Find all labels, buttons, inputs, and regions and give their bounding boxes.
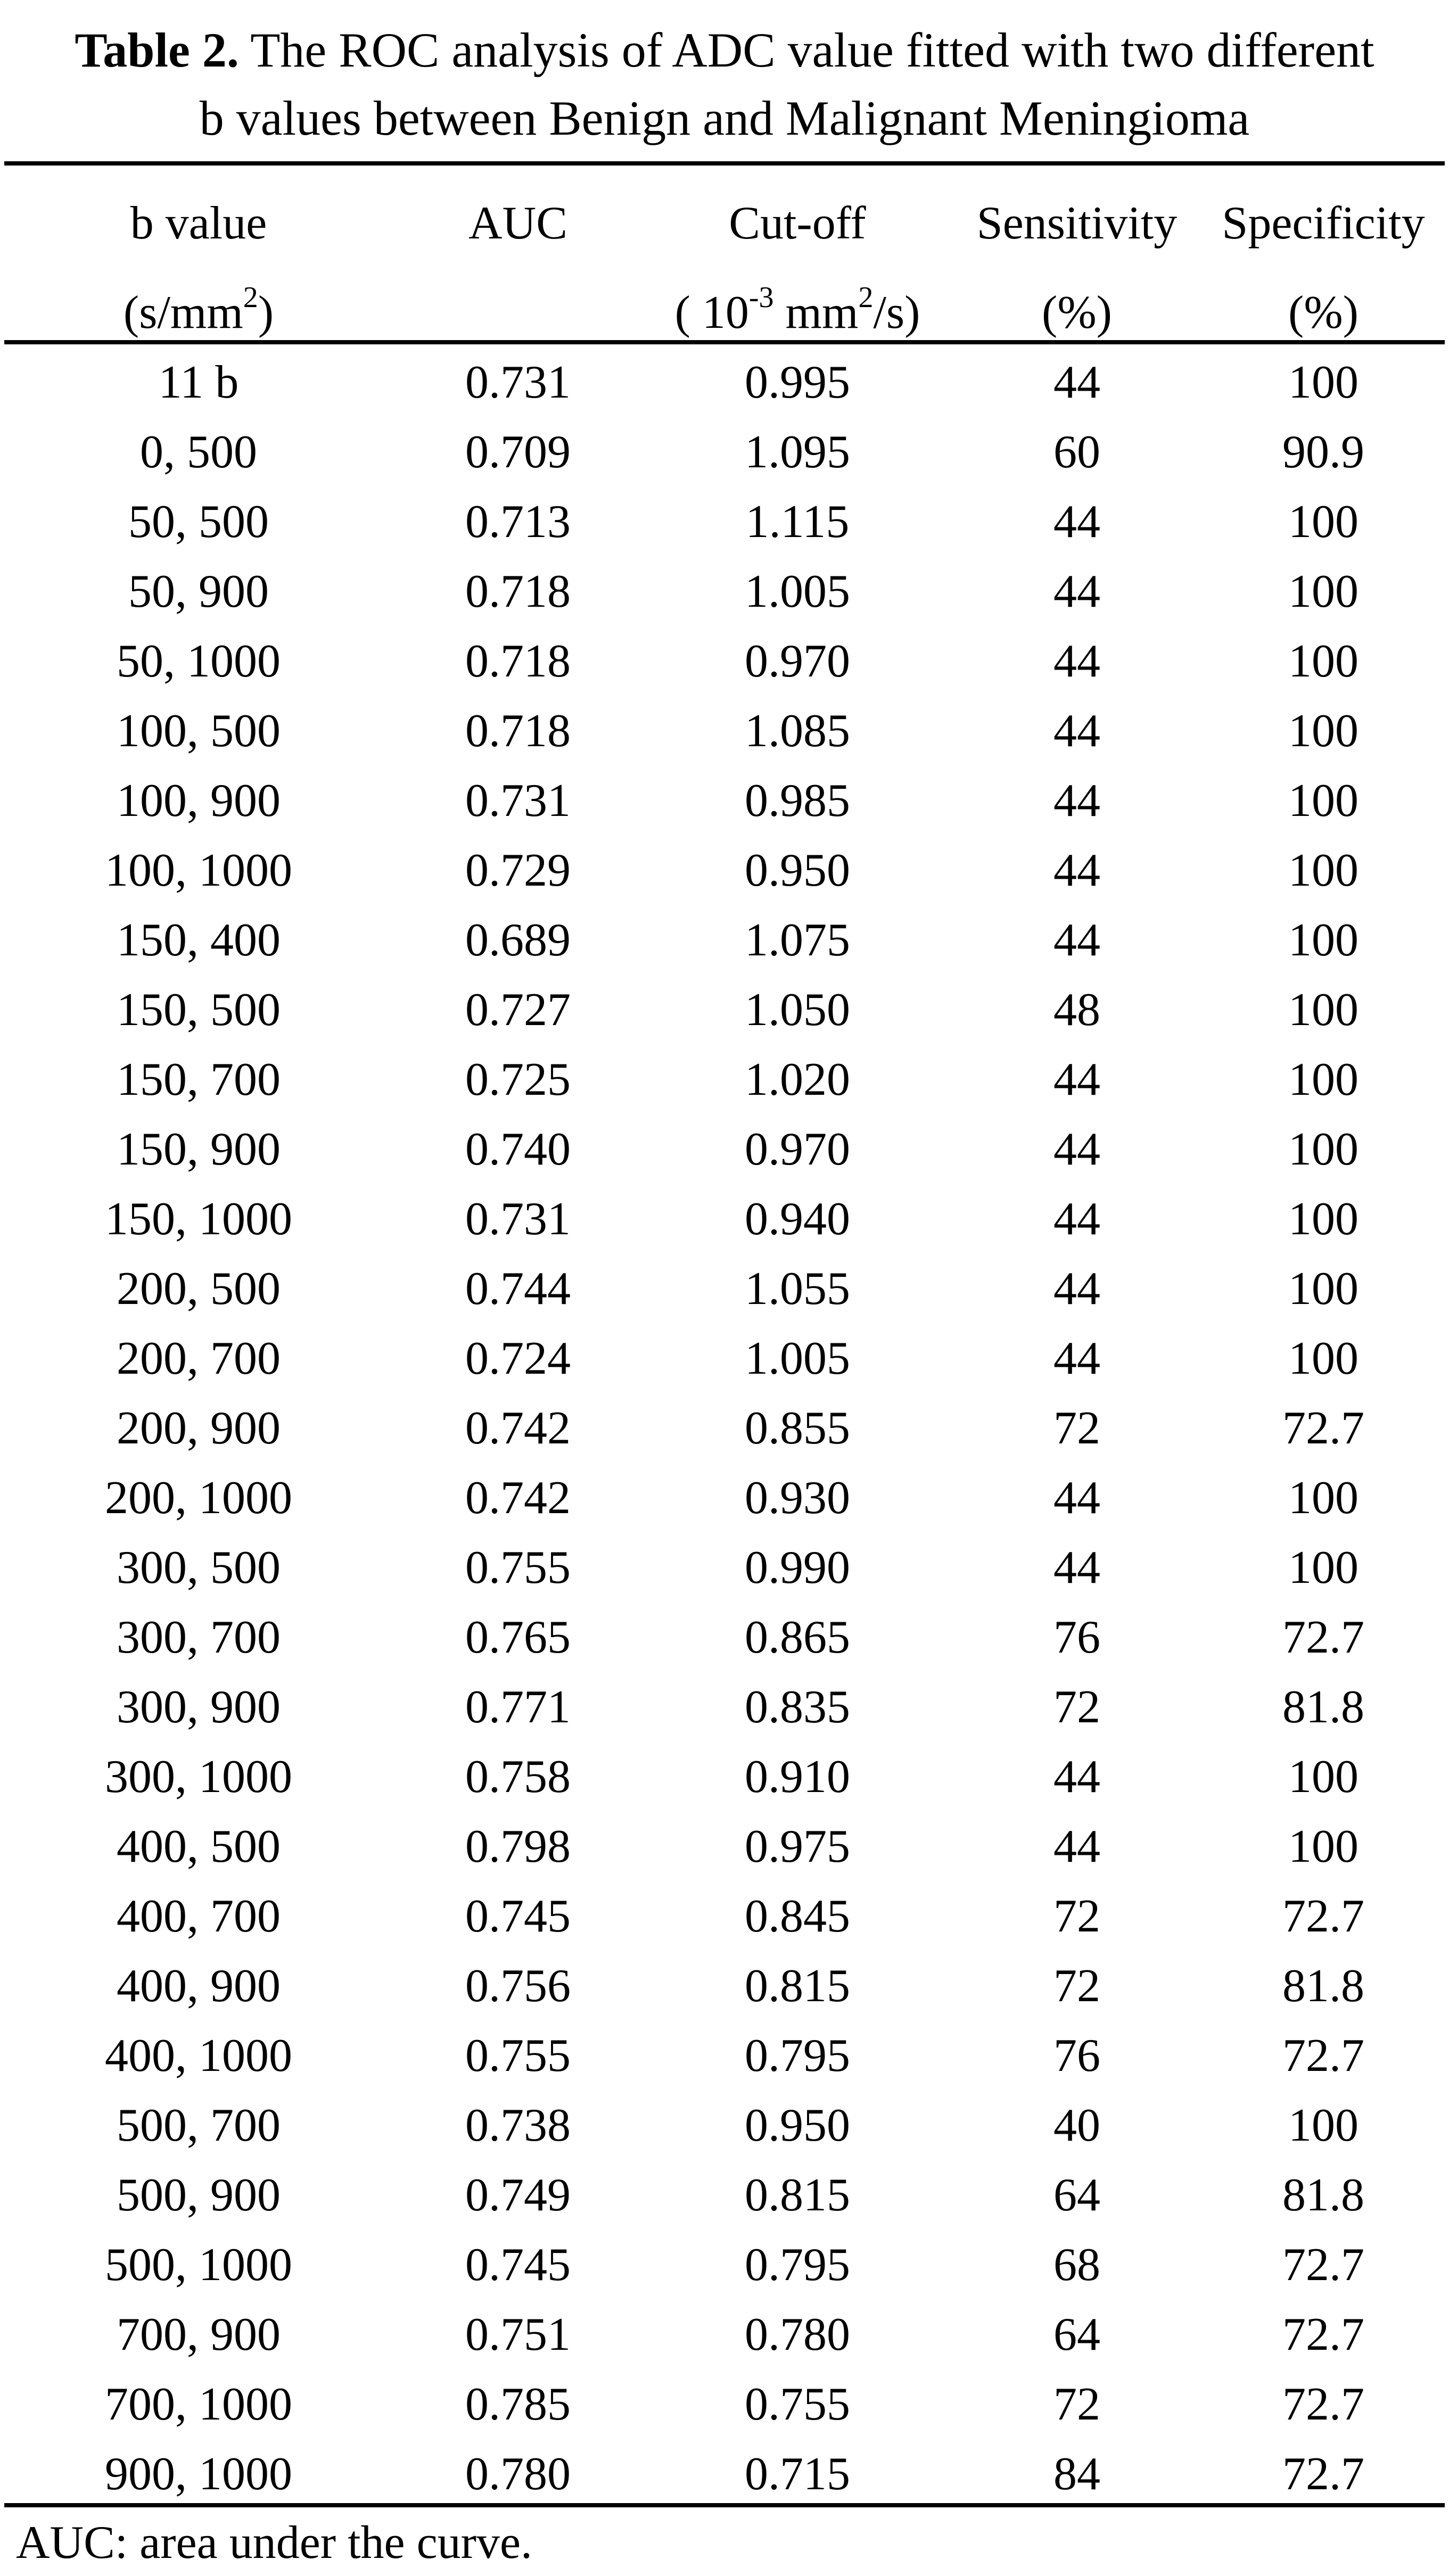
table-row: [4, 905, 1445, 975]
cell-bvalue: 50, 1000: [117, 635, 281, 687]
cell-auc: 0.744: [465, 1263, 571, 1315]
cell-bvalue: 500, 700: [117, 2100, 281, 2151]
cell-cutoff: 1.075: [745, 914, 850, 966]
cell-specificity: 100: [1288, 1193, 1359, 1245]
cell-bvalue: 300, 900: [117, 1681, 281, 1733]
cell-sensitivity: 44: [1053, 1333, 1100, 1384]
cell-cutoff: 1.115: [745, 496, 850, 548]
table-row: [4, 1742, 1445, 1812]
cell-specificity: 100: [1288, 1263, 1359, 1315]
cell-auc: 0.731: [465, 1193, 571, 1245]
cell-sensitivity: 44: [1053, 635, 1100, 687]
cell-cutoff: 0.985: [745, 775, 850, 827]
cell-auc: 0.749: [465, 2169, 571, 2221]
table-row: [4, 348, 1445, 417]
cell-auc: 0.731: [465, 357, 571, 408]
cell-specificity: 90.9: [1282, 426, 1364, 478]
cell-cutoff: 1.095: [745, 426, 850, 478]
cell-auc: 0.756: [465, 1960, 571, 2012]
table-row: [4, 2439, 1445, 2509]
cell-auc: 0.742: [465, 1472, 571, 1524]
caption-line-1: The ROC analysis of ADC value fitted with two different: [238, 23, 1374, 77]
top-rule: [4, 161, 1445, 166]
cell-auc: 0.725: [465, 1054, 571, 1105]
cell-cutoff: 0.950: [745, 845, 850, 896]
cell-cutoff: 1.050: [745, 984, 850, 1036]
header-row-1: [4, 178, 1445, 268]
table-row: [4, 1045, 1445, 1114]
cell-cutoff: 0.940: [745, 1193, 850, 1245]
cell-bvalue: 50, 500: [128, 496, 269, 548]
cell-specificity: 72.7: [1282, 2239, 1364, 2291]
cell-auc: 0.718: [465, 566, 571, 617]
cell-auc: 0.771: [465, 1681, 571, 1733]
cell-sensitivity: 84: [1053, 2448, 1100, 2500]
cell-bvalue: 150, 400: [117, 914, 281, 966]
cell-sensitivity: 72: [1053, 1402, 1100, 1454]
cell-specificity: 72.7: [1282, 2309, 1364, 2360]
cell-sensitivity: 72: [1053, 1890, 1100, 1942]
cell-sensitivity: 44: [1053, 1193, 1100, 1245]
cell-cutoff: 0.995: [745, 357, 850, 408]
cell-sensitivity: 64: [1053, 2309, 1100, 2360]
cell-auc: 0.689: [465, 914, 571, 966]
cell-sensitivity: 44: [1053, 775, 1100, 827]
table-row: [4, 1672, 1445, 1742]
cell-cutoff: 0.855: [745, 1402, 850, 1454]
cell-specificity: 100: [1288, 1333, 1359, 1384]
cell-sensitivity: 44: [1053, 1472, 1100, 1524]
table-row: [4, 1254, 1445, 1324]
cell-sensitivity: 60: [1053, 426, 1100, 478]
cell-auc: 0.751: [465, 2309, 571, 2360]
cell-cutoff: 0.815: [745, 1960, 850, 2012]
cell-bvalue: 0, 500: [140, 426, 257, 478]
cell-specificity: 81.8: [1282, 2169, 1364, 2221]
cell-cutoff: 1.055: [745, 1263, 850, 1315]
cell-cutoff: 0.865: [745, 1612, 850, 1663]
table-caption: [0, 16, 1449, 152]
table-row: [4, 1393, 1445, 1463]
cell-auc: 0.709: [465, 426, 571, 478]
cell-cutoff: 1.020: [745, 1054, 850, 1105]
table-footnote: AUC: area under the curve.: [16, 2517, 533, 2569]
table-row: [4, 1812, 1445, 1881]
cell-specificity: 100: [1288, 984, 1359, 1036]
header-bvalue: b value: [130, 197, 267, 249]
table-row: [4, 696, 1445, 766]
cell-specificity: 100: [1288, 845, 1359, 896]
caption-line-2: b values between Benign and Malignant Meningioma: [199, 91, 1250, 145]
cell-cutoff: 0.930: [745, 1472, 850, 1524]
table-row: [4, 1951, 1445, 2021]
table-row: [4, 2160, 1445, 2230]
cell-bvalue: 150, 700: [117, 1054, 281, 1105]
cell-auc: 0.785: [465, 2379, 571, 2430]
cell-bvalue: 50, 900: [128, 566, 269, 617]
cell-bvalue: 400, 700: [117, 1890, 281, 1942]
cell-bvalue: 11 b: [158, 357, 239, 408]
cell-bvalue: 200, 1000: [105, 1472, 292, 1524]
cell-bvalue: 150, 900: [117, 1124, 281, 1175]
cell-specificity: 72.7: [1282, 2030, 1364, 2082]
cell-cutoff: 0.970: [745, 1124, 850, 1175]
cell-sensitivity: 44: [1053, 845, 1100, 896]
table-header: [4, 178, 1445, 357]
table-row: [4, 1324, 1445, 1393]
cell-auc: 0.713: [465, 496, 571, 548]
cell-bvalue: 150, 500: [117, 984, 281, 1036]
cell-sensitivity: 44: [1053, 914, 1100, 966]
table-row: [4, 1603, 1445, 1672]
cell-auc: 0.745: [465, 1890, 571, 1942]
cell-specificity: 100: [1288, 1542, 1359, 1594]
table-row: [4, 1463, 1445, 1533]
table-row: [4, 557, 1445, 626]
cell-sensitivity: 44: [1053, 357, 1100, 408]
cell-specificity: 100: [1288, 914, 1359, 966]
cell-sensitivity: 44: [1053, 1124, 1100, 1175]
cell-sensitivity: 68: [1053, 2239, 1100, 2291]
cell-auc: 0.724: [465, 1333, 571, 1384]
cell-specificity: 100: [1288, 566, 1359, 617]
cell-bvalue: 100, 1000: [105, 845, 292, 896]
table-row: [4, 626, 1445, 696]
cell-cutoff: 1.005: [745, 1333, 850, 1384]
cell-bvalue: 900, 1000: [105, 2448, 292, 2500]
cell-cutoff: 0.715: [745, 2448, 850, 2500]
cell-bvalue: 400, 900: [117, 1960, 281, 2012]
cell-specificity: 72.7: [1282, 1890, 1364, 1942]
header-sensitivity: Sensitivity: [976, 197, 1178, 249]
cell-sensitivity: 64: [1053, 2169, 1100, 2221]
cell-bvalue: 200, 500: [117, 1263, 281, 1315]
cell-cutoff: 1.085: [745, 705, 850, 757]
table-row: [4, 2300, 1445, 2369]
cell-sensitivity: 44: [1053, 705, 1100, 757]
cell-specificity: 100: [1288, 1124, 1359, 1175]
cell-sensitivity: 48: [1053, 984, 1100, 1036]
table-row: [4, 766, 1445, 836]
cell-cutoff: 0.990: [745, 1542, 850, 1594]
cell-specificity: 100: [1288, 1472, 1359, 1524]
cell-auc: 0.755: [465, 2030, 571, 2082]
cell-auc: 0.758: [465, 1751, 571, 1803]
cell-sensitivity: 40: [1053, 2100, 1100, 2151]
table-row: [4, 1881, 1445, 1951]
cell-sensitivity: 44: [1053, 1054, 1100, 1105]
cell-sensitivity: 44: [1053, 1263, 1100, 1315]
cell-sensitivity: 72: [1053, 2379, 1100, 2430]
cell-bvalue: 400, 1000: [105, 2030, 292, 2082]
cell-bvalue: 400, 500: [117, 1821, 281, 1872]
header-specificity: Specificity: [1222, 197, 1425, 249]
cell-sensitivity: 44: [1053, 1542, 1100, 1594]
table-row: [4, 2021, 1445, 2091]
cell-auc: 0.729: [465, 845, 571, 896]
header-specificity-unit: (%): [1288, 286, 1359, 338]
cell-sensitivity: 72: [1053, 1960, 1100, 2012]
cell-bvalue: 100, 900: [117, 775, 281, 827]
cell-specificity: 100: [1288, 357, 1359, 408]
cell-specificity: 100: [1288, 2100, 1359, 2151]
cell-auc: 0.738: [465, 2100, 571, 2151]
cell-specificity: 100: [1288, 496, 1359, 548]
cell-cutoff: 1.005: [745, 566, 850, 617]
cell-bvalue: 700, 900: [117, 2309, 281, 2360]
cell-auc: 0.718: [465, 635, 571, 687]
table-row: [4, 836, 1445, 905]
table-body: [4, 348, 1445, 2509]
cell-bvalue: 500, 1000: [105, 2239, 292, 2291]
cell-specificity: 100: [1288, 635, 1359, 687]
cell-specificity: 72.7: [1282, 1402, 1364, 1454]
header-cutoff-unit: ( $10^{-3}$ $mm^2/s$): [674, 281, 920, 338]
cell-cutoff: 0.755: [745, 2379, 850, 2430]
cell-auc: 0.742: [465, 1402, 571, 1454]
header-cutoff: Cut-off: [729, 197, 866, 249]
cell-specificity: 81.8: [1282, 1960, 1364, 2012]
cell-auc: 0.798: [465, 1821, 571, 1872]
cell-specificity: 100: [1288, 775, 1359, 827]
cell-auc: 0.745: [465, 2239, 571, 2291]
caption-label: Table 2.: [75, 23, 239, 77]
table-row: [4, 2369, 1445, 2439]
header-bvalue-unit: $(s/mm^2)$: [123, 281, 274, 338]
cell-auc: 0.765: [465, 1612, 571, 1663]
cell-cutoff: 0.795: [745, 2239, 850, 2291]
cell-auc: 0.727: [465, 984, 571, 1036]
cell-sensitivity: 44: [1053, 1751, 1100, 1803]
cell-cutoff: 0.970: [745, 635, 850, 687]
table-row: [4, 975, 1445, 1045]
cell-sensitivity: 44: [1053, 1821, 1100, 1872]
cell-specificity: 100: [1288, 1821, 1359, 1872]
table-row: [4, 487, 1445, 557]
cell-specificity: 72.7: [1282, 2379, 1364, 2430]
cell-auc: 0.718: [465, 705, 571, 757]
cell-bvalue: 100, 500: [117, 705, 281, 757]
cell-auc: 0.731: [465, 775, 571, 827]
cell-bvalue: 500, 900: [117, 2169, 281, 2221]
cell-sensitivity: 44: [1053, 496, 1100, 548]
cell-cutoff: 0.795: [745, 2030, 850, 2082]
cell-sensitivity: 72: [1053, 1681, 1100, 1733]
cell-cutoff: 0.845: [745, 1890, 850, 1942]
cell-cutoff: 0.835: [745, 1681, 850, 1733]
table-row: [4, 2230, 1445, 2300]
table-row: [4, 2091, 1445, 2160]
cell-specificity: 72.7: [1282, 2448, 1364, 2500]
cell-bvalue: 300, 1000: [105, 1751, 292, 1803]
cell-bvalue: 200, 700: [117, 1333, 281, 1384]
cell-bvalue: 300, 500: [117, 1542, 281, 1594]
bottom-rule: [4, 2503, 1445, 2507]
cell-specificity: 100: [1288, 1751, 1359, 1803]
cell-cutoff: 0.780: [745, 2309, 850, 2360]
cell-bvalue: 700, 1000: [105, 2379, 292, 2430]
table-row: [4, 1114, 1445, 1184]
cell-cutoff: 0.975: [745, 1821, 850, 1872]
table-row: [4, 1533, 1445, 1603]
cell-sensitivity: 76: [1053, 1612, 1100, 1663]
header-sensitivity-unit: (%): [1042, 286, 1112, 338]
header-rule: [4, 340, 1445, 344]
cell-specificity: 100: [1288, 705, 1359, 757]
cell-auc: 0.740: [465, 1124, 571, 1175]
header-auc: AUC: [468, 197, 567, 249]
cell-sensitivity: 44: [1053, 566, 1100, 617]
table-row: [4, 1184, 1445, 1254]
cell-cutoff: 0.910: [745, 1751, 850, 1803]
cell-specificity: 81.8: [1282, 1681, 1364, 1733]
cell-bvalue: 200, 900: [117, 1402, 281, 1454]
table-row: [4, 417, 1445, 487]
cell-auc: 0.780: [465, 2448, 571, 2500]
cell-bvalue: 150, 1000: [105, 1193, 292, 1245]
cell-cutoff: 0.815: [745, 2169, 850, 2221]
cell-cutoff: 0.950: [745, 2100, 850, 2151]
cell-specificity: 100: [1288, 1054, 1359, 1105]
cell-specificity: 72.7: [1282, 1612, 1364, 1663]
cell-sensitivity: 76: [1053, 2030, 1100, 2082]
cell-auc: 0.755: [465, 1542, 571, 1594]
cell-bvalue: 300, 700: [117, 1612, 281, 1663]
